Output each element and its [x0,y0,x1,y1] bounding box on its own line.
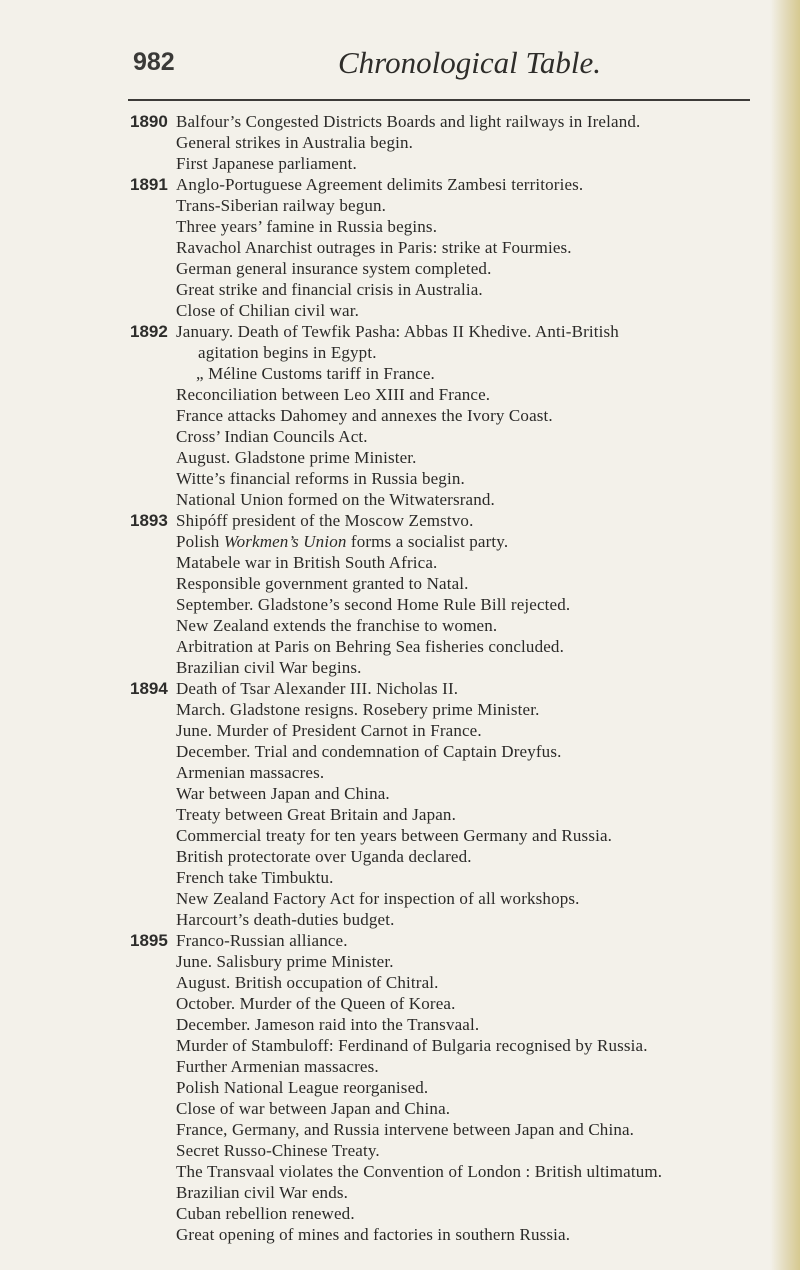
running-title: Chronological Table. [338,45,601,80]
page-number: 982 [133,48,175,76]
entry-list [176,111,776,174]
event-entry: Cross’ Indian Councils Act. [176,427,368,446]
year-label: 1892 [130,322,168,341]
event-entry: Further Armenian massacres. [176,1057,379,1076]
year-group-1894 [0,678,800,930]
event-entry: Murder of Stambuloff: Ferdinand of Bulgaria recognised by Russia. [176,1036,648,1055]
event-entry: Anglo-Portuguese Agreement delimits Zambesi territories. [176,175,584,194]
entry-list [176,678,776,930]
event-entry: Great opening of mines and factories in southern Russia. [176,1225,571,1244]
event-entry: Responsible government granted to Natal. [176,574,469,593]
event-entry: Close of Chilian civil war. [176,301,359,320]
event-entry: March. Gladstone resigns. Rosebery prime Minister. [176,700,540,719]
event-entry: October. Murder of the Queen of Korea. [176,994,456,1013]
event-entry: War between Japan and China. [176,784,390,803]
event-entry: First Japanese parliament. [176,154,357,173]
event-entry: Polish National League reorganised. [176,1078,429,1097]
event-entry: British protectorate over Uganda declared. [176,847,472,866]
event-entry: Armenian massacres. [176,763,325,782]
event-entry [176,531,776,552]
event-entry: New Zealand Factory Act for inspection of all workshops. [176,889,580,908]
event-entry: National Union formed on the Witwatersrand. [176,490,495,509]
page-header [0,45,800,98]
entry-list [176,510,776,678]
year-group-1895 [0,930,800,1245]
event-entry: August. Gladstone prime Minister. [176,448,417,467]
event-entry: Secret Russo-Chinese Treaty. [176,1141,380,1160]
event-entry: Brazilian civil War begins. [176,658,362,677]
event-entry: Ravachol Anarchist outrages in Paris: strike at Fourmies. [176,238,572,257]
italic-organisation-name: Workmen’s Union [223,532,347,551]
year-label: 1893 [130,511,168,530]
event-entry: German general insurance system completed. [176,259,492,278]
event-entry: Great strike and financial crisis in Australia. [176,280,483,299]
event-entry: Witte’s financial reforms in Russia begin. [176,469,465,488]
event-entry: Matabele war in British South Africa. [176,553,438,572]
year-group-1892 [0,321,800,510]
event-entry: June. Salisbury prime Minister. [176,952,394,971]
event-entry: Brazilian civil War ends. [176,1183,349,1202]
year-group-1890 [0,111,800,174]
event-entry: France, Germany, and Russia intervene between Japan and China. [176,1120,635,1139]
event-entry: September. Gladstone’s second Home Rule Bill rejected. [176,595,571,614]
event-entry: Cuban rebellion renewed. [176,1204,355,1223]
header-rule [128,99,750,101]
year-label: 1894 [130,679,168,698]
entry-list [176,321,776,510]
chronology-table [0,111,800,1245]
event-entry: August. British occupation of Chitral. [176,973,439,992]
event-entry: Balfour’s Congested Districts Boards and light railways in Ireland. [176,112,641,131]
event-entry: Treaty between Great Britain and Japan. [176,805,456,824]
event-entry: Close of war between Japan and China. [176,1099,451,1118]
year-label: 1890 [130,112,168,131]
year-label: 1891 [130,175,168,194]
event-entry: France attacks Dahomey and annexes the Ivory Coast. [176,406,553,425]
event-entry: January. Death of Tewfik Pasha: Abbas II Khedive. Anti-British [176,322,619,341]
year-label: 1895 [130,931,168,950]
entry-list [176,174,776,321]
event-entry: Harcourt’s death-duties budget. [176,910,395,929]
entry-text: forms a socialist party. [350,532,509,551]
event-entry: Reconciliation between Leo XIII and France. [176,385,491,404]
event-entry: Commercial treaty for ten years between Germany and Russia. [176,826,613,845]
event-entry: General strikes in Australia begin. [176,133,414,152]
event-entry: Franco-Russian alliance. [176,931,348,950]
event-entry: Arbitration at Paris on Behring Sea fisheries concluded. [176,637,564,656]
event-entry: December. Jameson raid into the Transvaal. [176,1015,480,1034]
event-entry: Death of Tsar Alexander III. Nicholas II. [176,679,459,698]
event-entry: New Zealand extends the franchise to women. [176,616,498,635]
event-entry: Shipóff president of the Moscow Zemstvo. [176,511,474,530]
event-entry: „ Méline Customs tariff in France. [196,364,435,383]
entry-text: Polish [176,532,220,551]
year-group-1893 [0,510,800,678]
event-entry: Trans-Siberian railway begun. [176,196,387,215]
event-entry-continuation: agitation begins in Egypt. [198,343,377,362]
event-entry: French take Timbuktu. [176,868,334,887]
year-group-1891 [0,174,800,321]
event-entry: December. Trial and condemnation of Captain Dreyfus. [176,742,562,761]
event-entry: Three years’ famine in Russia begins. [176,217,438,236]
event-entry: June. Murder of President Carnot in France. [176,721,482,740]
event-entry: The Transvaal violates the Convention of London : British ultimatum. [176,1162,663,1181]
entry-list [176,930,776,1245]
